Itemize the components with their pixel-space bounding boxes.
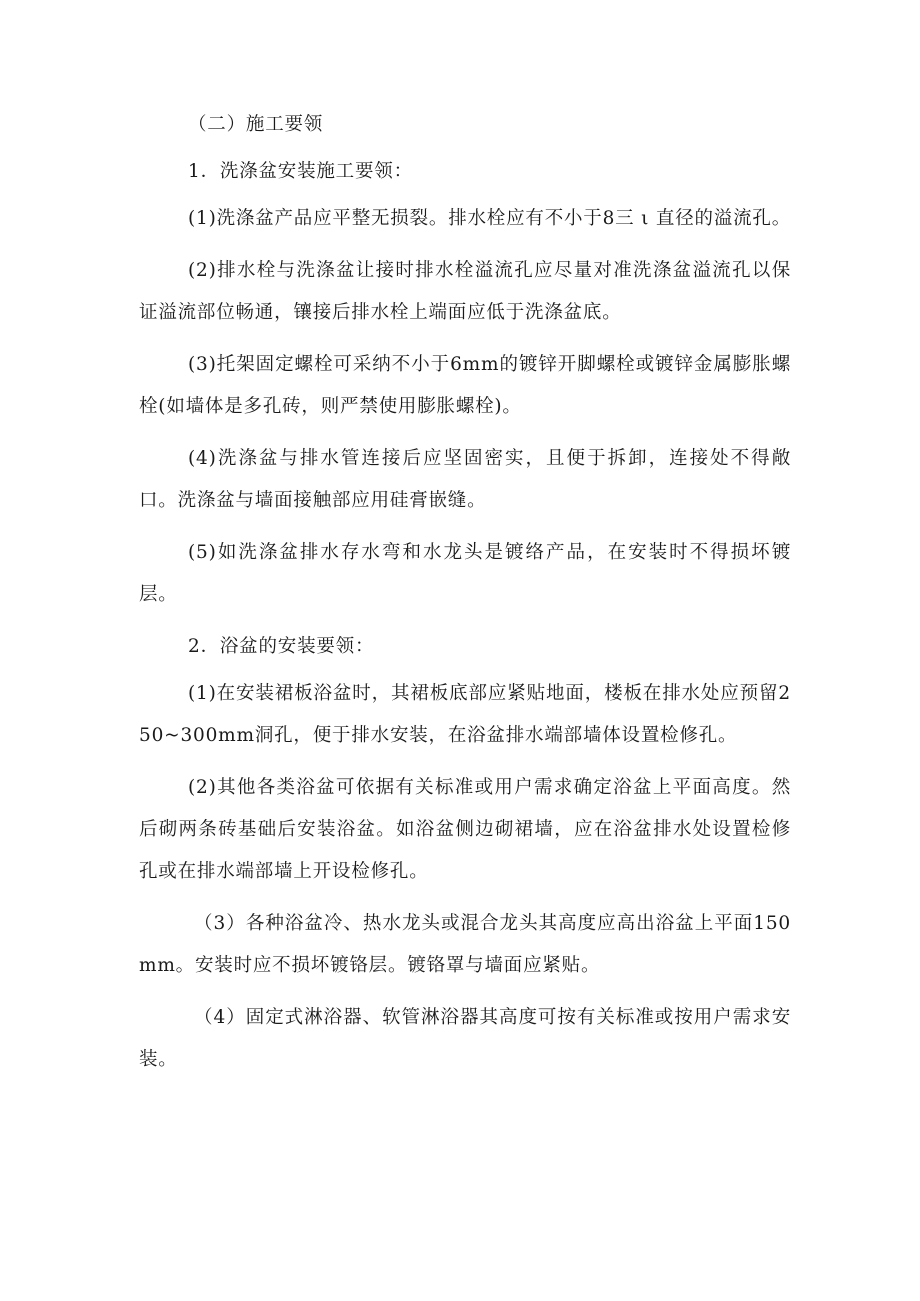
part2-item-3: （3）各种浴盆冷、热水龙头或混合龙头其高度应高出浴盆上平面150mm。安装时应不损坏镀铬层。镀铬罩与墙面应紧贴。	[139, 913, 791, 976]
part1-heading: 1．洗涤盆安装施工要领：	[188, 161, 413, 182]
part1-item-3: (3)托架固定螺栓可采纳不小于6mm的镀锌开脚螺栓或镀锌金属膨胀螺栓(如墙体是多孔砖，则严禁使用膨胀螺栓)。	[139, 354, 791, 417]
section-title: （二）施工要领	[188, 114, 324, 135]
part2-heading: 2．浴盆的安装要领：	[188, 636, 375, 657]
document-body	[139, 104, 791, 1091]
part1-item-2: (2)排水栓与洗涤盆让接时排水栓溢流孔应尽量对准洗涤盆溢流孔以保证溢流部位畅通，镶接后排水栓上端面应低于洗涤盆底。	[139, 260, 791, 323]
part2-item-4: （4）固定式淋浴器、软管淋浴器其高度可按有关标准或按用户需求安装。	[139, 1007, 791, 1070]
part1-item-4: (4)洗涤盆与排水管连接后应坚固密实，且便于拆卸，连接处不得敞口。洗涤盆与墙面接触部应用硅膏嵌缝。	[139, 448, 791, 511]
part2-item-1: (1)在安装裙板浴盆时，其裙板底部应紧贴地面，楼板在排水处应预留250~300mm洞孔，便于排水安装，在浴盆排水端部墙体设置检修孔。	[139, 683, 791, 746]
part1-item-1: (1)洗涤盆产品应平整无损裂。排水栓应有不小于8三 ι 直径的溢流孔。	[188, 208, 791, 229]
part1-item-5: (5)如洗涤盆排水存水弯和水龙头是镀络产品，在安装时不得损坏镀层。	[139, 542, 791, 605]
part2-item-2: (2)其他各类浴盆可依据有关标准或用户需求确定浴盆上平面高度。然后砌两条砖基础后安装浴盆。如浴盆侧边砌裙墙，应在浴盆排水处设置检修孔或在排水端部墙上开设检修孔。	[139, 777, 791, 882]
